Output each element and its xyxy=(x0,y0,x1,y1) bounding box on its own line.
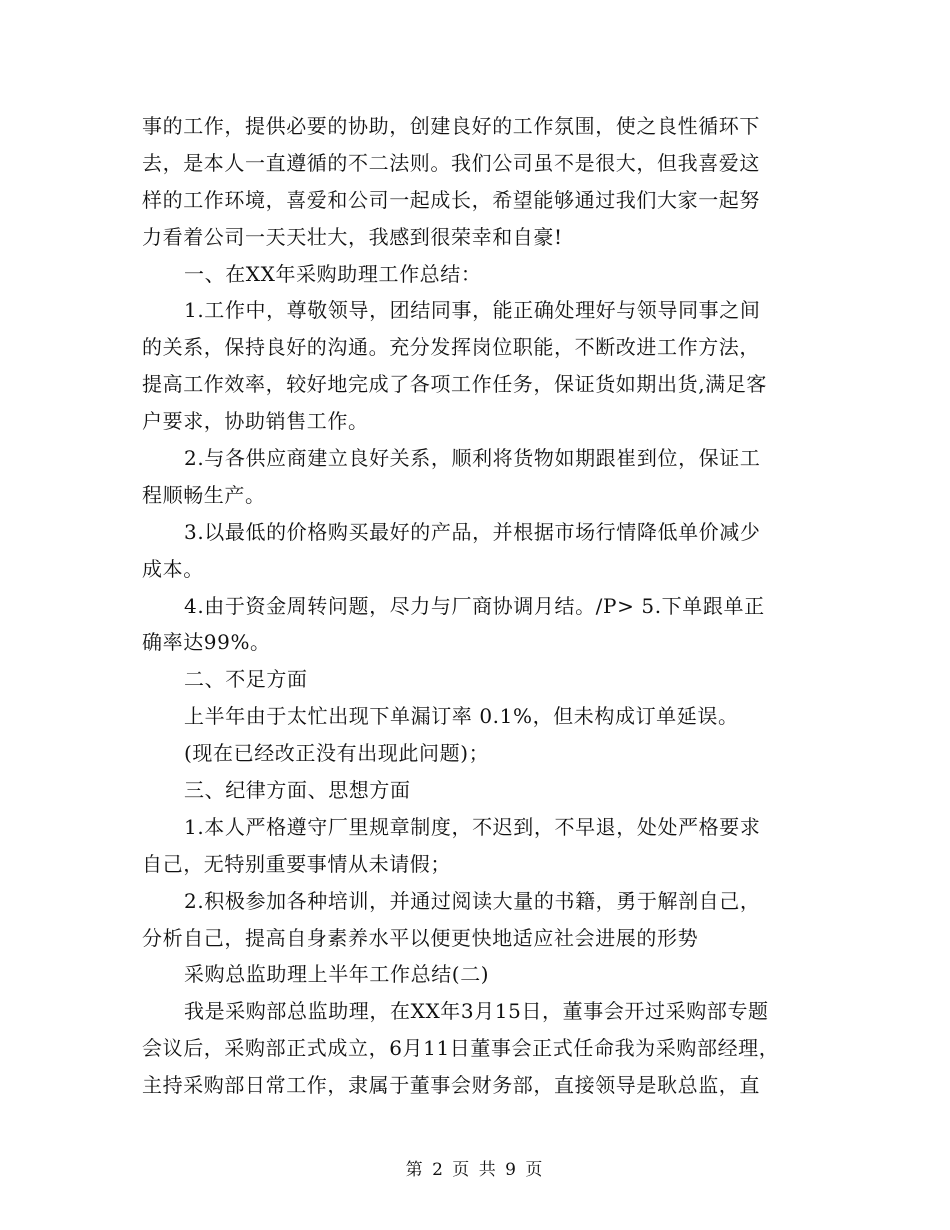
text-line: 1.工作中，尊敬领导，团结同事，能正确处理好与领导同事之间 xyxy=(184,298,761,323)
section-heading-2: 二、不足方面 xyxy=(184,667,308,692)
text-line: 去，是本人一直遵循的不二法则。我们公司虽不是很大，但我喜爱这 xyxy=(142,150,760,175)
page-number-footer: 第 2 页 共 9 页 xyxy=(405,1160,545,1180)
text-line: 成本。 xyxy=(142,556,204,581)
text-line: 主持采购部日常工作，隶属于董事会财务部，直接领导是耿总监，直 xyxy=(142,1073,760,1098)
text-line: 分析自己，提高自身素养水平以便更快地适应社会进展的形势 xyxy=(142,925,699,950)
text-line: 会议后，采购部正式成立，6月11日董事会正式任命我为采购部经理， xyxy=(142,1036,780,1061)
text-line: 2.积极参加各种培训，并通过阅读大量的书籍，勇于解剖自己， xyxy=(184,888,761,913)
section-title: 采购总监助理上半年工作总结(二) xyxy=(184,962,490,987)
text-line: 自己，无特别重要事情从未请假； xyxy=(142,851,451,876)
body-text xyxy=(142,108,812,1104)
text-line: 4.由于资金周转问题，尽力与厂商协调月结。/P> 5.下单跟单正 xyxy=(184,593,765,618)
section-heading-3: 三、纪律方面、思想方面 xyxy=(184,778,411,803)
text-line: 样的工作环境，喜爱和公司一起成长，希望能够通过我们大家一起努 xyxy=(142,187,760,212)
text-line: 我是采购部总监助理，在XX年3月15日，董事会开过采购部专题 xyxy=(184,999,769,1024)
text-line: 2.与各供应商建立良好关系，顺利将货物如期跟崔到位，保证工 xyxy=(184,446,761,471)
text-line: 上半年由于太忙出现下单漏订率 0.1%，但未构成订单延误。 xyxy=(184,704,739,729)
text-line: 提高工作效率，较好地完成了各项工作任务，保证货如期出货,满足客 xyxy=(142,372,767,397)
text-line: 事的工作，提供必要的协助，创建良好的工作氛围，使之良性循环下 xyxy=(142,114,760,138)
text-line: 力看着公司一天天壮大，我感到很荣幸和自豪! xyxy=(142,224,563,249)
text-line: 户要求，协助销售工作。 xyxy=(142,409,369,434)
text-line: 3.以最低的价格购买最好的产品，并根据市场行情降低单价减少 xyxy=(184,519,761,544)
text-line: 程顺畅生产。 xyxy=(142,482,266,507)
text-line: 的关系，保持良好的沟通。充分发挥岗位职能，不断改进工作方法， xyxy=(142,335,760,360)
section-heading-1: 一、在XX年采购助理工作总结： xyxy=(184,261,482,286)
text-line: 1.本人严格遵守厂里规章制度，不迟到，不早退，处处严格要求 xyxy=(184,814,761,839)
text-line: 确率达99%。 xyxy=(142,630,271,655)
text-line: (现在已经改正没有出现此问题)； xyxy=(184,741,490,766)
